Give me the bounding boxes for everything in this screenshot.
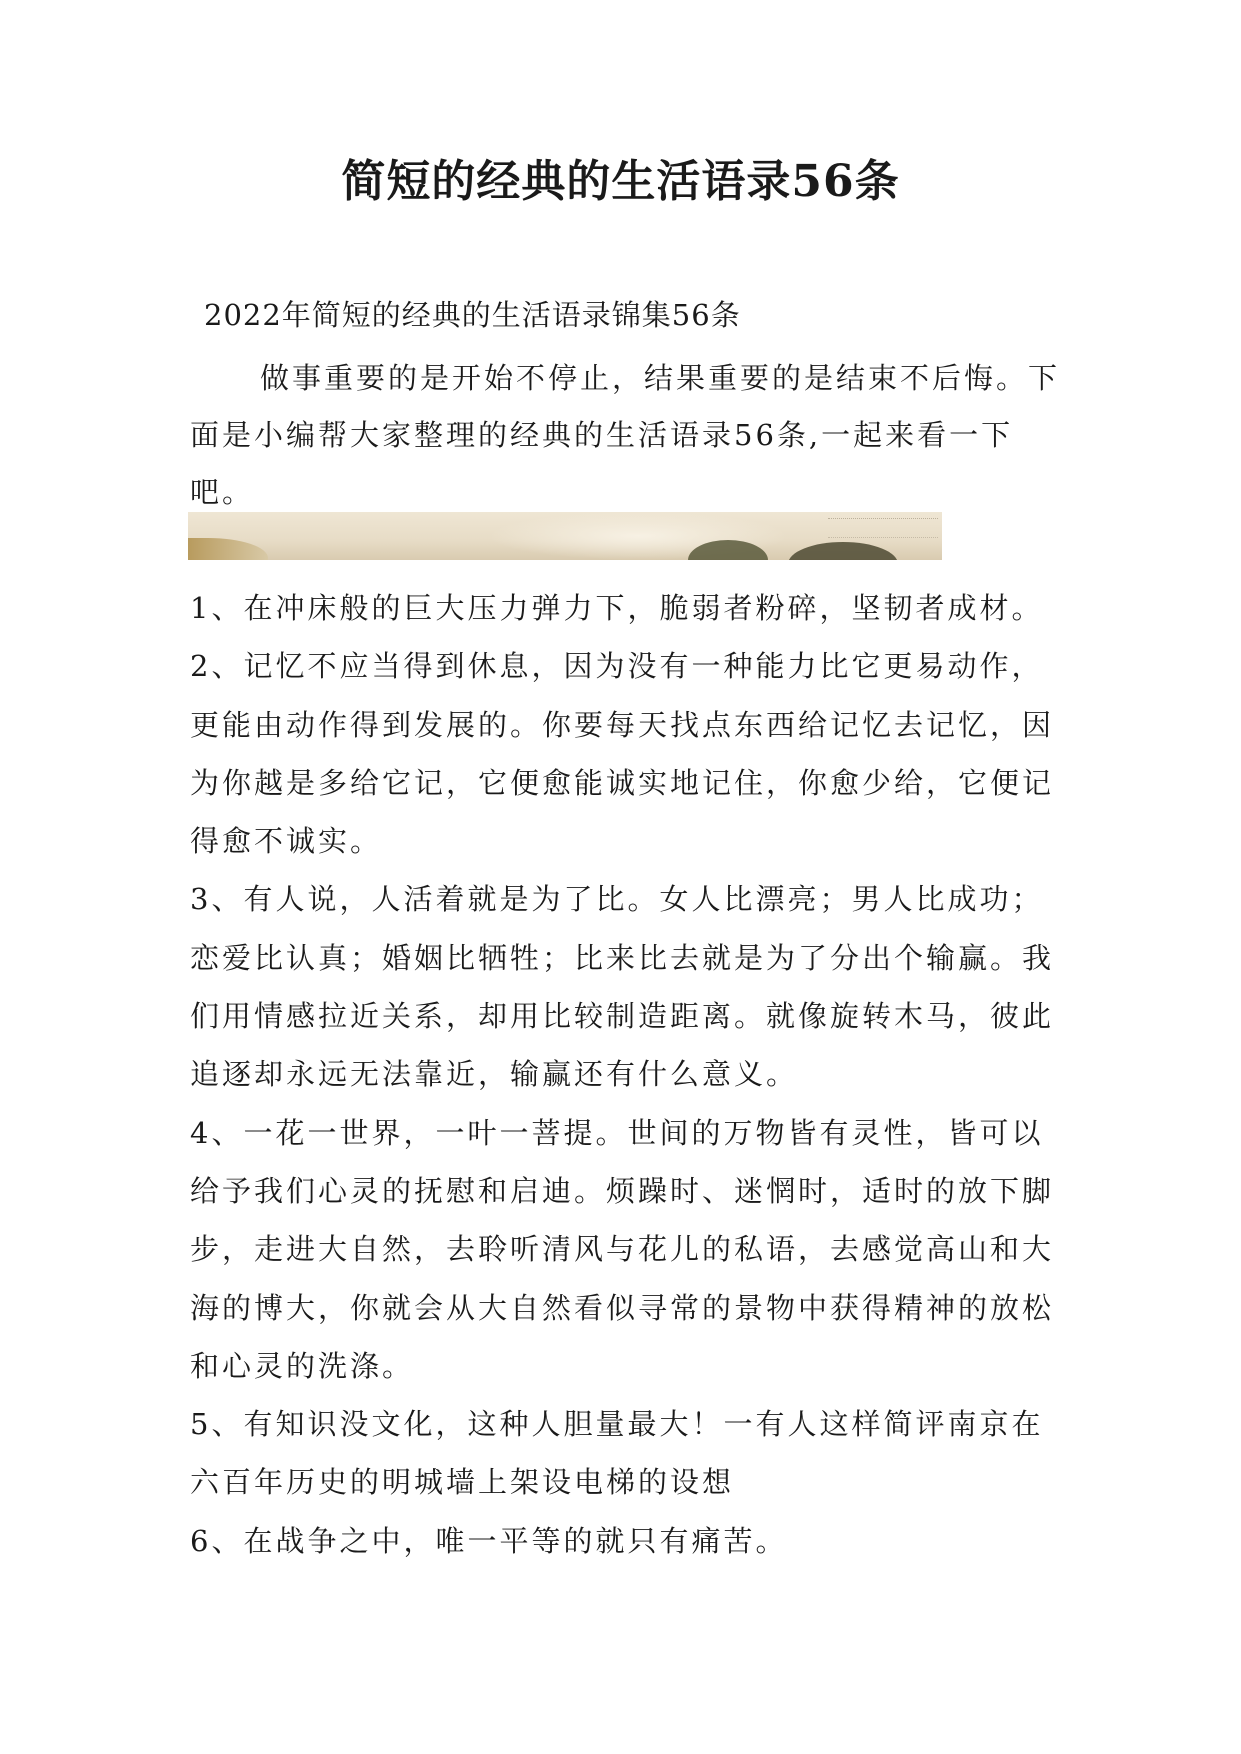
photo-object	[788, 542, 898, 560]
photo-handwriting	[828, 518, 938, 538]
list-item: 6、在战争之中，唯一平等的就只有痛苦。	[190, 1523, 788, 1558]
list-item: 5、有知识没文化，这种人胆量最大！一有人这样简评南京在六百年历史的明城墙上架设电梯的设想	[190, 1407, 1044, 1500]
decorative-photo-strip	[188, 512, 942, 560]
list-item: 3、有人说，人活着就是为了比。女人比漂亮；男人比成功；恋爱比认真；婚姻比牺牲；比来比去就是为了分出个输赢。我们用情感拉近关系，却用比较制造距离。就像旋转木马，彼此追逐却永远无法靠近，输赢还有什么意义。	[190, 882, 1055, 1092]
quote-list	[190, 579, 1070, 1570]
list-item: 4、一花一世界，一叶一菩提。世间的万物皆有灵性，皆可以给予我们心灵的抚慰和启迪。烦躁时、迷惘时，适时的放下脚步，走进大自然，去聆听清风与花儿的私语，去感觉高山和大海的博大，你就会从大自然看似寻常的景物中获得精神的放松和心灵的洗涤。	[190, 1115, 1055, 1383]
document-title: 简短的经典的生活语录56条	[341, 156, 900, 207]
intro-paragraph: 做事重要的是开始不停止，结果重要的是结束不后悔。下面是小编帮大家整理的经典的生活语录56条,一起来看一下吧。	[190, 361, 1061, 509]
list-item: 2、记忆不应当得到休息，因为没有一种能力比它更易动作，更能由动作得到发展的。你要每天找点东西给记忆去记忆，因为你越是多给它记，它便愈能诚实地记住，你愈少给，它便记得愈不诚实。	[190, 649, 1055, 859]
list-item: 1、在冲床般的巨大压力弹力下，脆弱者粉碎，坚韧者成材。	[190, 591, 1044, 625]
document-subtitle: 2022年简短的经典的生活语录锦集56条	[204, 298, 741, 332]
photo-shadow	[188, 538, 268, 560]
